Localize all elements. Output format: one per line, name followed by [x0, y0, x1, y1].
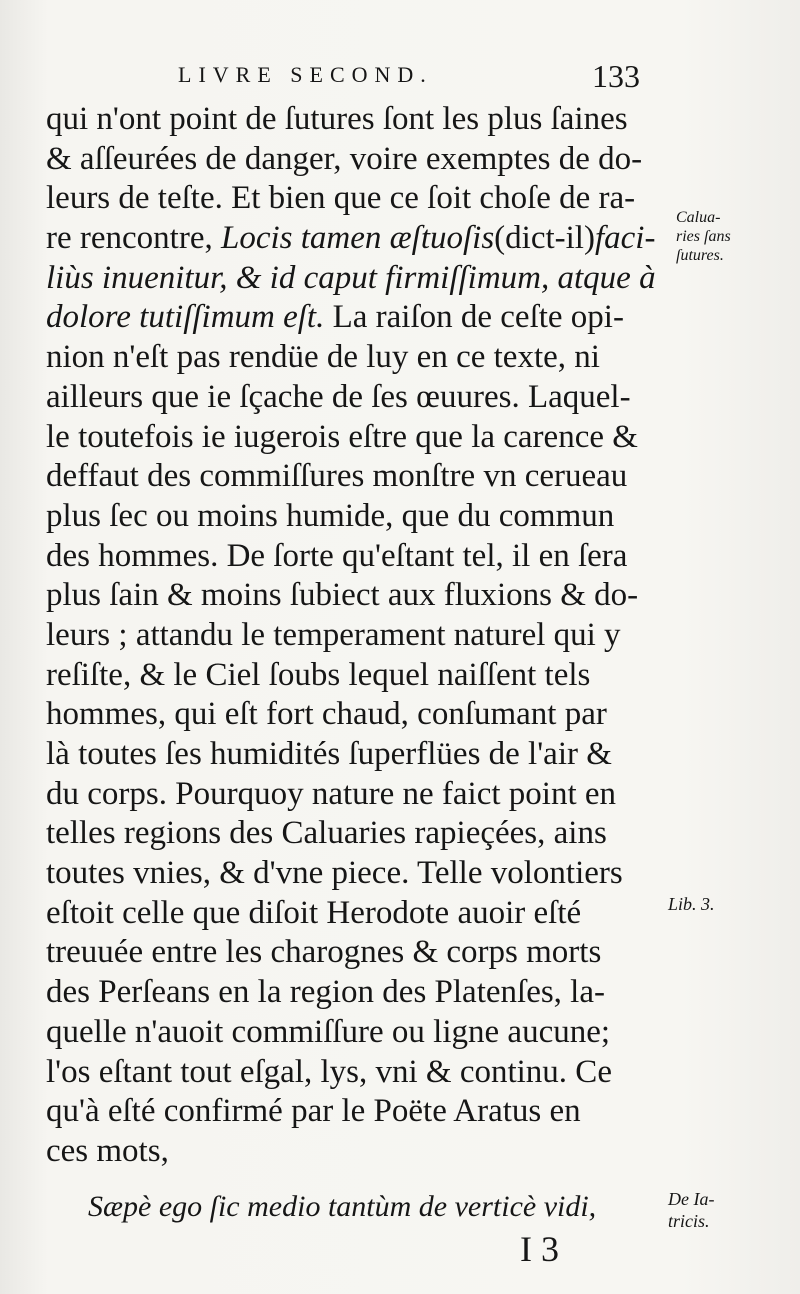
- margin-note-caluaries: [676, 208, 731, 265]
- running-head: LIVRE SECOND.: [178, 62, 433, 87]
- line-text: l'os eſtant tout eſgal, lys, vni & continu. Ce: [46, 1053, 612, 1090]
- line-text: deffaut des commiſſures monſtre vn cerueau: [46, 458, 628, 495]
- text-line: [46, 537, 660, 577]
- line-text: treuuée entre les charognes & corps morts: [46, 934, 602, 971]
- text-line: [46, 814, 660, 854]
- line-segment: (dict-il): [494, 220, 595, 257]
- verse-line: Sæpè ego ſic medio tantùm de verticè vidi,: [88, 1190, 597, 1223]
- text-line: [46, 100, 660, 140]
- text-line: [46, 933, 660, 973]
- line-segment: re rencontre,: [46, 220, 221, 257]
- line-text: liùs inuenitur, & id caput firmiſſimum, atque à: [46, 259, 656, 296]
- line-text: & aſſeurées de danger, voire exemptes de do-: [46, 140, 643, 177]
- page-number: 133: [592, 58, 640, 94]
- text-line: [46, 259, 660, 299]
- line-text: qui n'ont point de ſutures ſont les plus ſaines: [46, 101, 628, 137]
- text-line: [46, 140, 660, 180]
- line-segment: dolore tutiſſimum eſt.: [46, 299, 325, 336]
- text-line: [46, 298, 660, 338]
- text-line: [46, 1132, 660, 1172]
- line-text: eſtoit celle que diſoit Herodote auoir eſté: [46, 894, 582, 931]
- line-segment: Locis tamen æſtuoſis: [220, 220, 495, 257]
- text-line: [46, 1013, 660, 1053]
- body-text: [46, 100, 660, 1172]
- text-line: [46, 497, 660, 537]
- signature-mark: I 3: [520, 1229, 559, 1269]
- line-text: leurs ; attandu le temperament naturel qui y: [46, 616, 621, 653]
- text-line: [46, 338, 660, 378]
- line-text: toutes vnies, & d'vne piece. Telle volontiers: [46, 855, 623, 892]
- text-line: [46, 616, 660, 656]
- text-line: [46, 973, 660, 1013]
- margin-note-de-iatricis: [668, 1188, 714, 1232]
- line-text: des hommes. De ſorte qu'eſtant tel, il en ſera: [46, 537, 628, 574]
- line-segment: faci-: [594, 220, 656, 257]
- line-text: ailleurs que ie ſçache de ſes œuures. Laquel-: [46, 378, 631, 415]
- text-line: [46, 576, 660, 616]
- text-line: [46, 735, 660, 775]
- line-text: des Perſeans en la region des Platenſes, la-: [46, 974, 605, 1011]
- line-text: ces mots,: [46, 1132, 169, 1169]
- line-text: le toutefois ie iugerois eſtre que la carence &: [46, 418, 638, 455]
- line-text: leurs de teſte. Et bien que ce ſoit choſe de ra-: [46, 180, 636, 217]
- text-line: [46, 775, 660, 815]
- text-line: [46, 1092, 660, 1132]
- margin-note-lib: Lib. 3.: [668, 894, 715, 914]
- margin-note-line: tricis.: [668, 1211, 710, 1231]
- margin-note-line: ries ſans: [676, 228, 731, 245]
- margin-note-line: De Ia-: [668, 1189, 715, 1209]
- line-text: nion n'eſt pas rendüe de luy en ce texte, ni: [46, 339, 600, 376]
- line-text: telles regions des Caluaries rapieçées, ains: [46, 815, 607, 852]
- text-line: [46, 219, 660, 259]
- text-line: [46, 378, 660, 418]
- line-text: plus ſain & moins ſubiect aux fluxions & do-: [46, 577, 639, 614]
- line-text: quelle n'auoit commiſſure ou ligne aucune;: [46, 1013, 611, 1050]
- text-line: [46, 894, 660, 934]
- line-segment: La raiſon de ceſte opi-: [324, 299, 624, 336]
- text-line: [46, 656, 660, 696]
- line-text: hommes, qui eſt fort chaud, conſumant par: [46, 696, 607, 733]
- line-text: du corps. Pourquoy nature ne faict point en: [46, 775, 617, 812]
- margin-note-line: ſutures.: [676, 247, 724, 264]
- line-text: là toutes ſes humidités ſuperflües de l'air &: [46, 736, 612, 772]
- line-text: qu'à eſté confirmé par le Poëte Aratus en: [46, 1093, 581, 1130]
- text-line: [46, 854, 660, 894]
- text-line: [46, 1053, 660, 1093]
- text-line: [46, 179, 660, 219]
- text-line: [46, 418, 660, 458]
- margin-note-line: Calua-: [676, 209, 721, 226]
- line-text: plus ſec ou moins humide, que du commun: [46, 497, 615, 534]
- text-line: [46, 695, 660, 735]
- line-text: reſiſte, & le Ciel ſoubs lequel naiſſent tels: [46, 656, 591, 693]
- text-line: [46, 457, 660, 497]
